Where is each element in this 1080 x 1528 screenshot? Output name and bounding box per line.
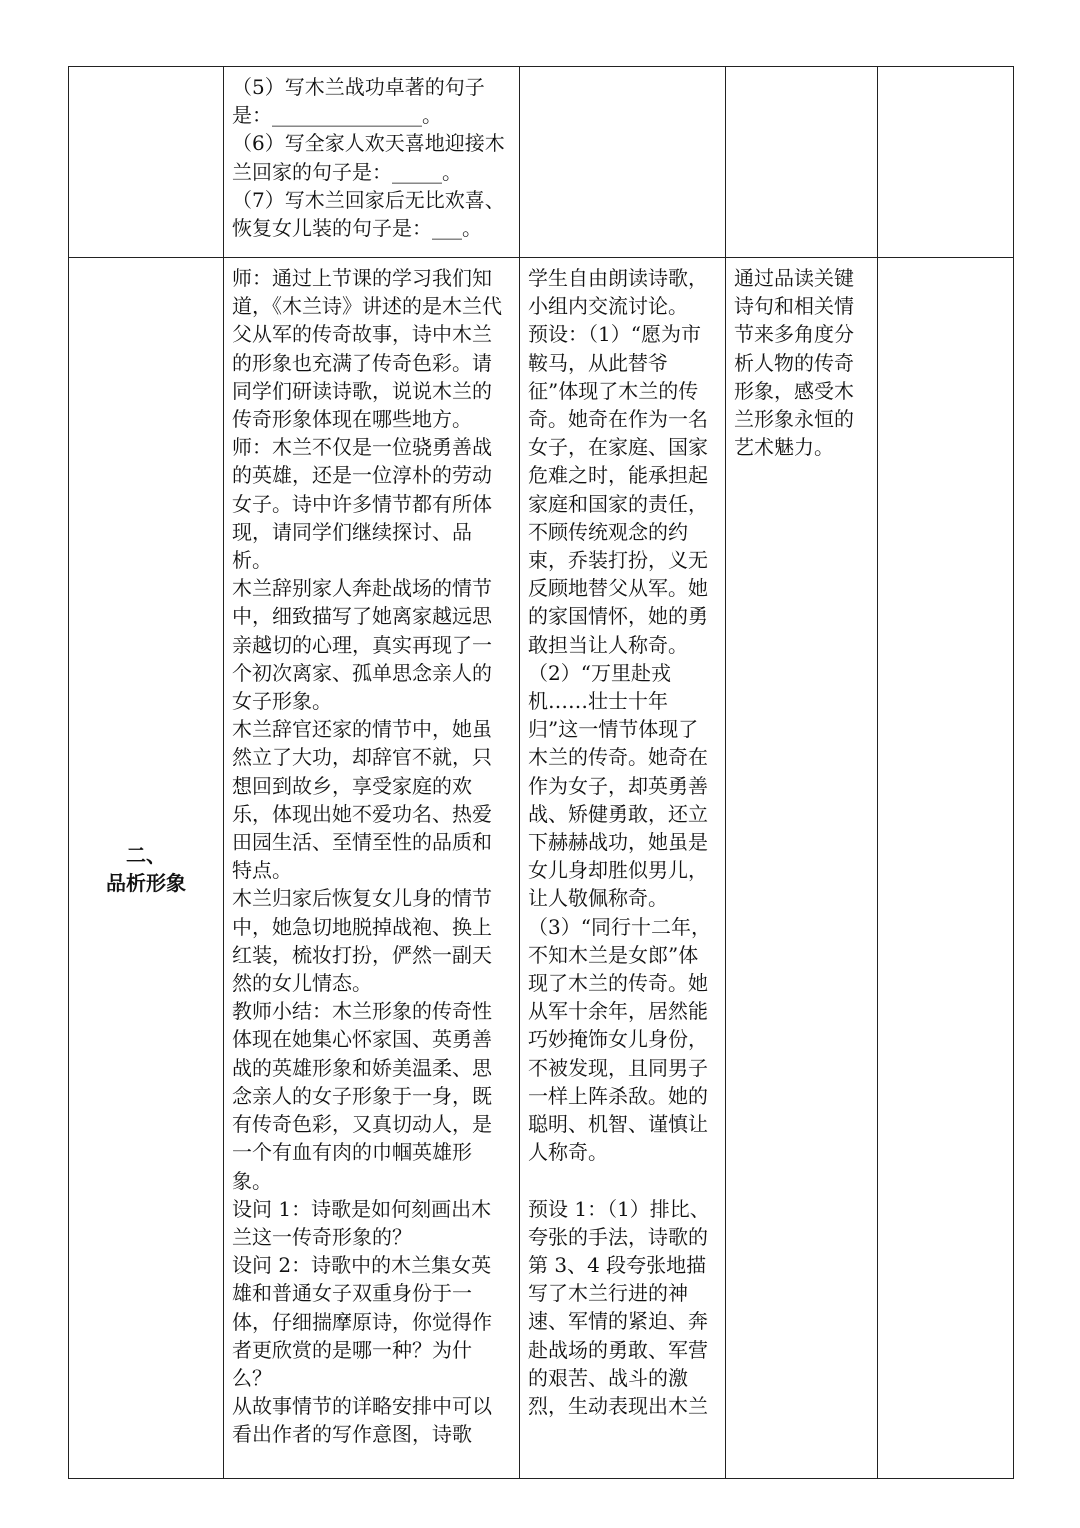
student-paragraph: 学生自由朗读诗歌，小组内交流讨论。 bbox=[528, 266, 708, 319]
teacher-paragraph: 师：通过上节课的学习我们知道，《木兰诗》讲述的是木兰代父从军的传奇故事，诗中木兰的形象也充满了传奇色彩。请同学们研读诗歌，说说木兰的传奇形象体现在哪些地方。 bbox=[232, 266, 502, 432]
teacher-paragraph: 木兰辞别家人奔赴战场的情节中，细致描写了她离家越远思亲越切的心理，真实再现了一个初次离家、孤单思念亲人的女子形象。 bbox=[232, 576, 492, 714]
stage-number: 二、 bbox=[126, 842, 166, 867]
question-1: 设问 1：诗歌是如何刻画出木兰这一传奇形象的？ bbox=[232, 1196, 492, 1249]
table-row bbox=[69, 67, 1014, 258]
teacher-summary: 教师小结：木兰形象的传奇性体现在她集心怀家国、英勇善战的英雄形象和娇美温柔、思念亲人的女子形象于一身，既有传奇色彩，又真切动人，是一个有血有肉的巾帼英雄形象。 bbox=[232, 999, 492, 1193]
teacher-paragraph: 木兰归家后恢复女儿身的情节中，她急切地脱掉战袍、换上红装，梳妆打扮，俨然一副天然的女儿情态。 bbox=[232, 886, 492, 996]
teacher-paragraph: 从故事情节的详略安排中可以看出作者的写作意图，诗歌 bbox=[232, 1394, 492, 1447]
question-5: （5）写木兰战功卓著的句子是：_______________。 bbox=[232, 75, 485, 128]
student-paragraph: （3）“同行十二年，不知木兰是女郎”体现了木兰的传奇。她从军十余年，居然能巧妙掩饰女儿身份，不被发现，且同男子一样上阵杀敌。她的聪明、机智、谨慎让人称奇。 bbox=[528, 914, 711, 1165]
teacher-activity-cell bbox=[224, 67, 520, 258]
design-intent-text: 通过品读关键诗句和相关情节来多角度分析人物的传奇形象，感受木兰形象永恒的艺术魅力。 bbox=[734, 266, 854, 460]
table-row bbox=[69, 258, 1014, 1479]
spacer bbox=[528, 1167, 717, 1195]
stage-cell bbox=[69, 67, 224, 258]
notes-cell bbox=[878, 258, 1014, 1479]
question-6: （6）写全家人欢天喜地迎接木兰回家的句子是：_____。 bbox=[232, 131, 505, 184]
stage-title: 品析形象 bbox=[106, 871, 186, 895]
notes-cell bbox=[878, 67, 1014, 258]
teacher-paragraph: 木兰辞官还家的情节中，她虽然立了大功，却辞官不就，只想回到故乡，享受家庭的欢乐，体现出她不爱功名、热爱田园生活、至情至性的品质和特点。 bbox=[232, 717, 492, 883]
design-intent-cell bbox=[726, 258, 878, 1479]
teacher-paragraph: 师：木兰不仅是一位骁勇善战的英雄，还是一位淳朴的劳动女子。诗中许多情节都有所体现，请同学们继续探讨、品析。 bbox=[232, 435, 492, 573]
design-intent-cell bbox=[726, 67, 878, 258]
question-7: （7）写木兰回家后无比欢喜、恢复女儿装的句子是：___。 bbox=[232, 187, 505, 241]
lesson-plan-table bbox=[68, 66, 1014, 1479]
teacher-activity-cell bbox=[224, 258, 520, 1479]
student-paragraph: 预设 1：（1）排比、夸张的手法，诗歌的第 3、4 段夸张地描写了木兰行进的神速、军情的紧迫、奔赴战场的勇敢、军营的艰苦、战斗的激烈，生动表现出木兰 bbox=[528, 1196, 710, 1418]
student-paragraph: 预设：（1）“愿为市鞍马，从此替爷征”体现了木兰的传奇。她奇在作为一名女子，在家庭、国家危难之时，能承担起家庭和国家的责任，不顾传统观念的约束，乔装打扮，义无反顾地替父从军。她的家国情怀，她的勇敢担当让人称奇。 bbox=[528, 322, 708, 657]
student-activity-cell bbox=[520, 67, 726, 258]
student-paragraph: （2）“万里赴戎机……壮士十年归”这一情节体现了木兰的传奇。她奇在作为女子，却英勇善战、矫健勇敢，还立下赫赫战功，她虽是女儿身却胜似男儿，让人敬佩称奇。 bbox=[528, 660, 708, 911]
question-2: 设问 2：诗歌中的木兰集女英雄和普通女子双重身份于一体，仔细揣摩原诗，你觉得作者更欣赏的是哪一种？为什么？ bbox=[232, 1253, 492, 1390]
stage-cell bbox=[69, 258, 224, 1479]
student-activity-cell bbox=[520, 258, 726, 1479]
